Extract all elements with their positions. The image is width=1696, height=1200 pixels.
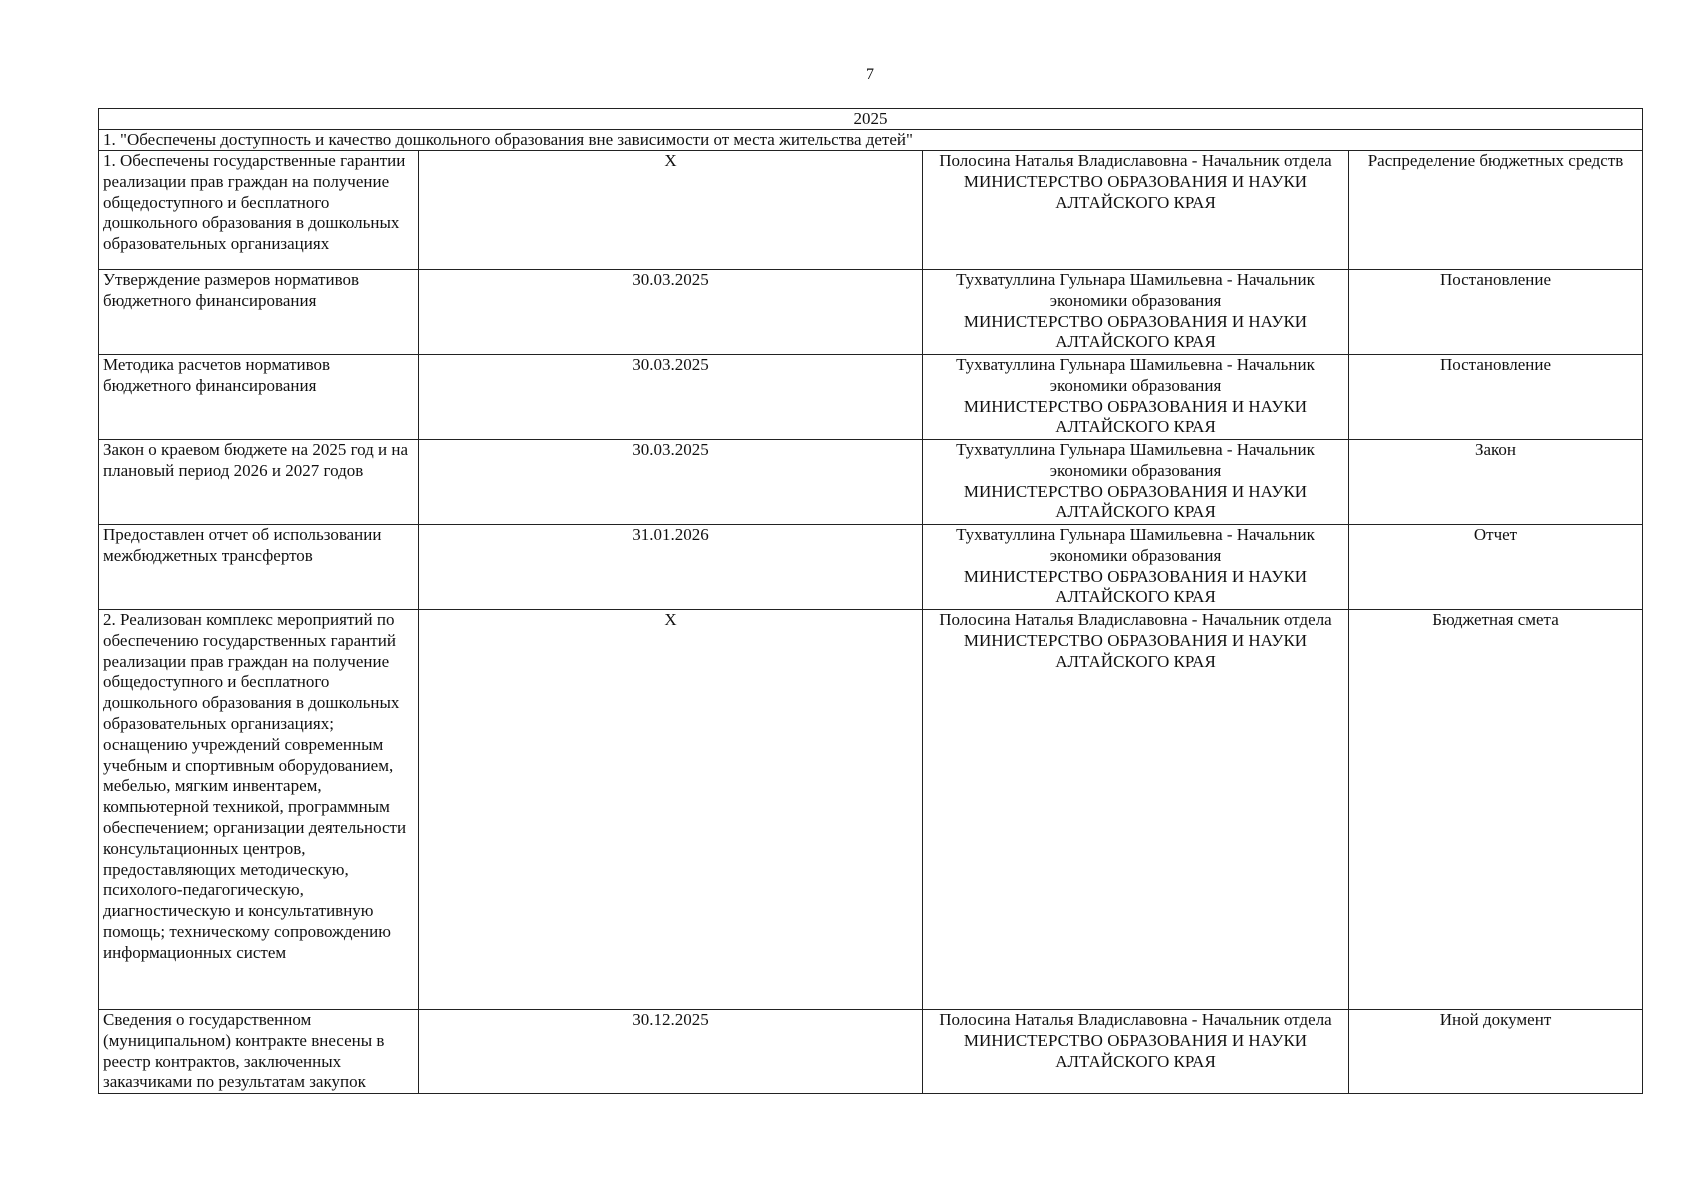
row-responsible xyxy=(923,355,1349,440)
row-date: 30.03.2025 xyxy=(419,270,923,355)
table-row xyxy=(99,525,1643,610)
row-document: Бюджетная смета xyxy=(1349,610,1643,1010)
row-name: Предоставлен отчет об использовании межбюджетных трансфертов xyxy=(99,525,419,610)
row-date: 30.03.2025 xyxy=(419,355,923,440)
responsible-organization: МИНИСТЕРСТВО ОБРАЗОВАНИЯ И НАУКИ АЛТАЙСКОГО КРАЯ xyxy=(963,1030,1308,1071)
row-name: 2. Реализован комплекс мероприятий по обеспечению государственных гарантий реализации прав граждан на получение общедоступного и бесплатного дошкольного образования в дошкольных образовательных организациях; оснащению учреждений современным учебным и спортивным оборудованием, мебелью, мягким инвентарем, компьютерной техникой, программным обеспечением; организации деятельности консультационных центров, предоставляющих методическую, психолого-педагогическую, диагностическую и консультативную помощь; техническому сопровождению информационных систем xyxy=(99,610,419,1010)
row-document: Отчет xyxy=(1349,525,1643,610)
row-document: Распределение бюджетных средств xyxy=(1349,151,1643,270)
responsible-person: Полосина Наталья Владиславовна - Начальник отдела xyxy=(939,151,1332,170)
table-row xyxy=(99,440,1643,525)
responsible-organization: МИНИСТЕРСТВО ОБРАЗОВАНИЯ И НАУКИ АЛТАЙСКОГО КРАЯ xyxy=(963,311,1308,352)
responsible-organization: МИНИСТЕРСТВО ОБРАЗОВАНИЯ И НАУКИ АЛТАЙСКОГО КРАЯ xyxy=(963,481,1308,522)
row-responsible xyxy=(923,440,1349,525)
table-row xyxy=(99,270,1643,355)
row-responsible xyxy=(923,1010,1349,1094)
responsible-person: Тухватуллина Гульнара Шамильевна - Начальник экономики образования xyxy=(956,355,1315,395)
row-responsible xyxy=(923,610,1349,1010)
row-name: Закон о краевом бюджете на 2025 год и на плановый период 2026 и 2027 годов xyxy=(99,440,419,525)
responsible-person: Тухватуллина Гульнара Шамильевна - Начальник экономики образования xyxy=(956,440,1315,480)
row-date: 30.12.2025 xyxy=(419,1010,923,1094)
row-document: Постановление xyxy=(1349,270,1643,355)
row-date: 30.03.2025 xyxy=(419,440,923,525)
row-responsible xyxy=(923,270,1349,355)
row-date: X xyxy=(419,151,923,270)
row-name: Утверждение размеров нормативов бюджетного финансирования xyxy=(99,270,419,355)
year-row xyxy=(99,109,1643,130)
responsible-person: Полосина Наталья Владиславовна - Начальник отдела xyxy=(939,610,1332,629)
responsible-person: Тухватуллина Гульнара Шамильевна - Начальник экономики образования xyxy=(956,525,1315,565)
row-date: X xyxy=(419,610,923,1010)
responsible-organization: МИНИСТЕРСТВО ОБРАЗОВАНИЯ И НАУКИ АЛТАЙСКОГО КРАЯ xyxy=(963,171,1308,212)
section-title: 1. "Обеспечены доступность и качество дошкольного образования вне зависимости от места жительства детей" xyxy=(99,130,1643,151)
row-responsible xyxy=(923,525,1349,610)
page-number: 7 xyxy=(866,66,874,83)
section-row xyxy=(99,130,1643,151)
row-document: Закон xyxy=(1349,440,1643,525)
table-row xyxy=(99,355,1643,440)
responsible-organization: МИНИСТЕРСТВО ОБРАЗОВАНИЯ И НАУКИ АЛТАЙСКОГО КРАЯ xyxy=(963,566,1308,607)
responsible-organization: МИНИСТЕРСТВО ОБРАЗОВАНИЯ И НАУКИ АЛТАЙСКОГО КРАЯ xyxy=(963,630,1308,671)
row-name: Сведения о государственном (муниципальном) контракте внесены в реестр контрактов, заключенных заказчиками по результатам закупок xyxy=(99,1010,419,1094)
row-date: 31.01.2026 xyxy=(419,525,923,610)
row-responsible xyxy=(923,151,1349,270)
row-document: Постановление xyxy=(1349,355,1643,440)
table-row xyxy=(99,151,1643,270)
responsible-organization: МИНИСТЕРСТВО ОБРАЗОВАНИЯ И НАУКИ АЛТАЙСКОГО КРАЯ xyxy=(963,396,1308,437)
plan-table xyxy=(98,108,1643,1094)
table-row xyxy=(99,610,1643,1010)
responsible-person: Полосина Наталья Владиславовна - Начальник отдела xyxy=(939,1010,1332,1029)
row-name: 1. Обеспечены государственные гарантии реализации прав граждан на получение общедоступного и бесплатного дошкольного образования в дошкольных образовательных организациях xyxy=(99,151,419,270)
year-cell: 2025 xyxy=(99,109,1643,130)
row-document: Иной документ xyxy=(1349,1010,1643,1094)
responsible-person: Тухватуллина Гульнара Шамильевна - Начальник экономики образования xyxy=(956,270,1315,310)
row-name: Методика расчетов нормативов бюджетного финансирования xyxy=(99,355,419,440)
table-row xyxy=(99,1010,1643,1094)
